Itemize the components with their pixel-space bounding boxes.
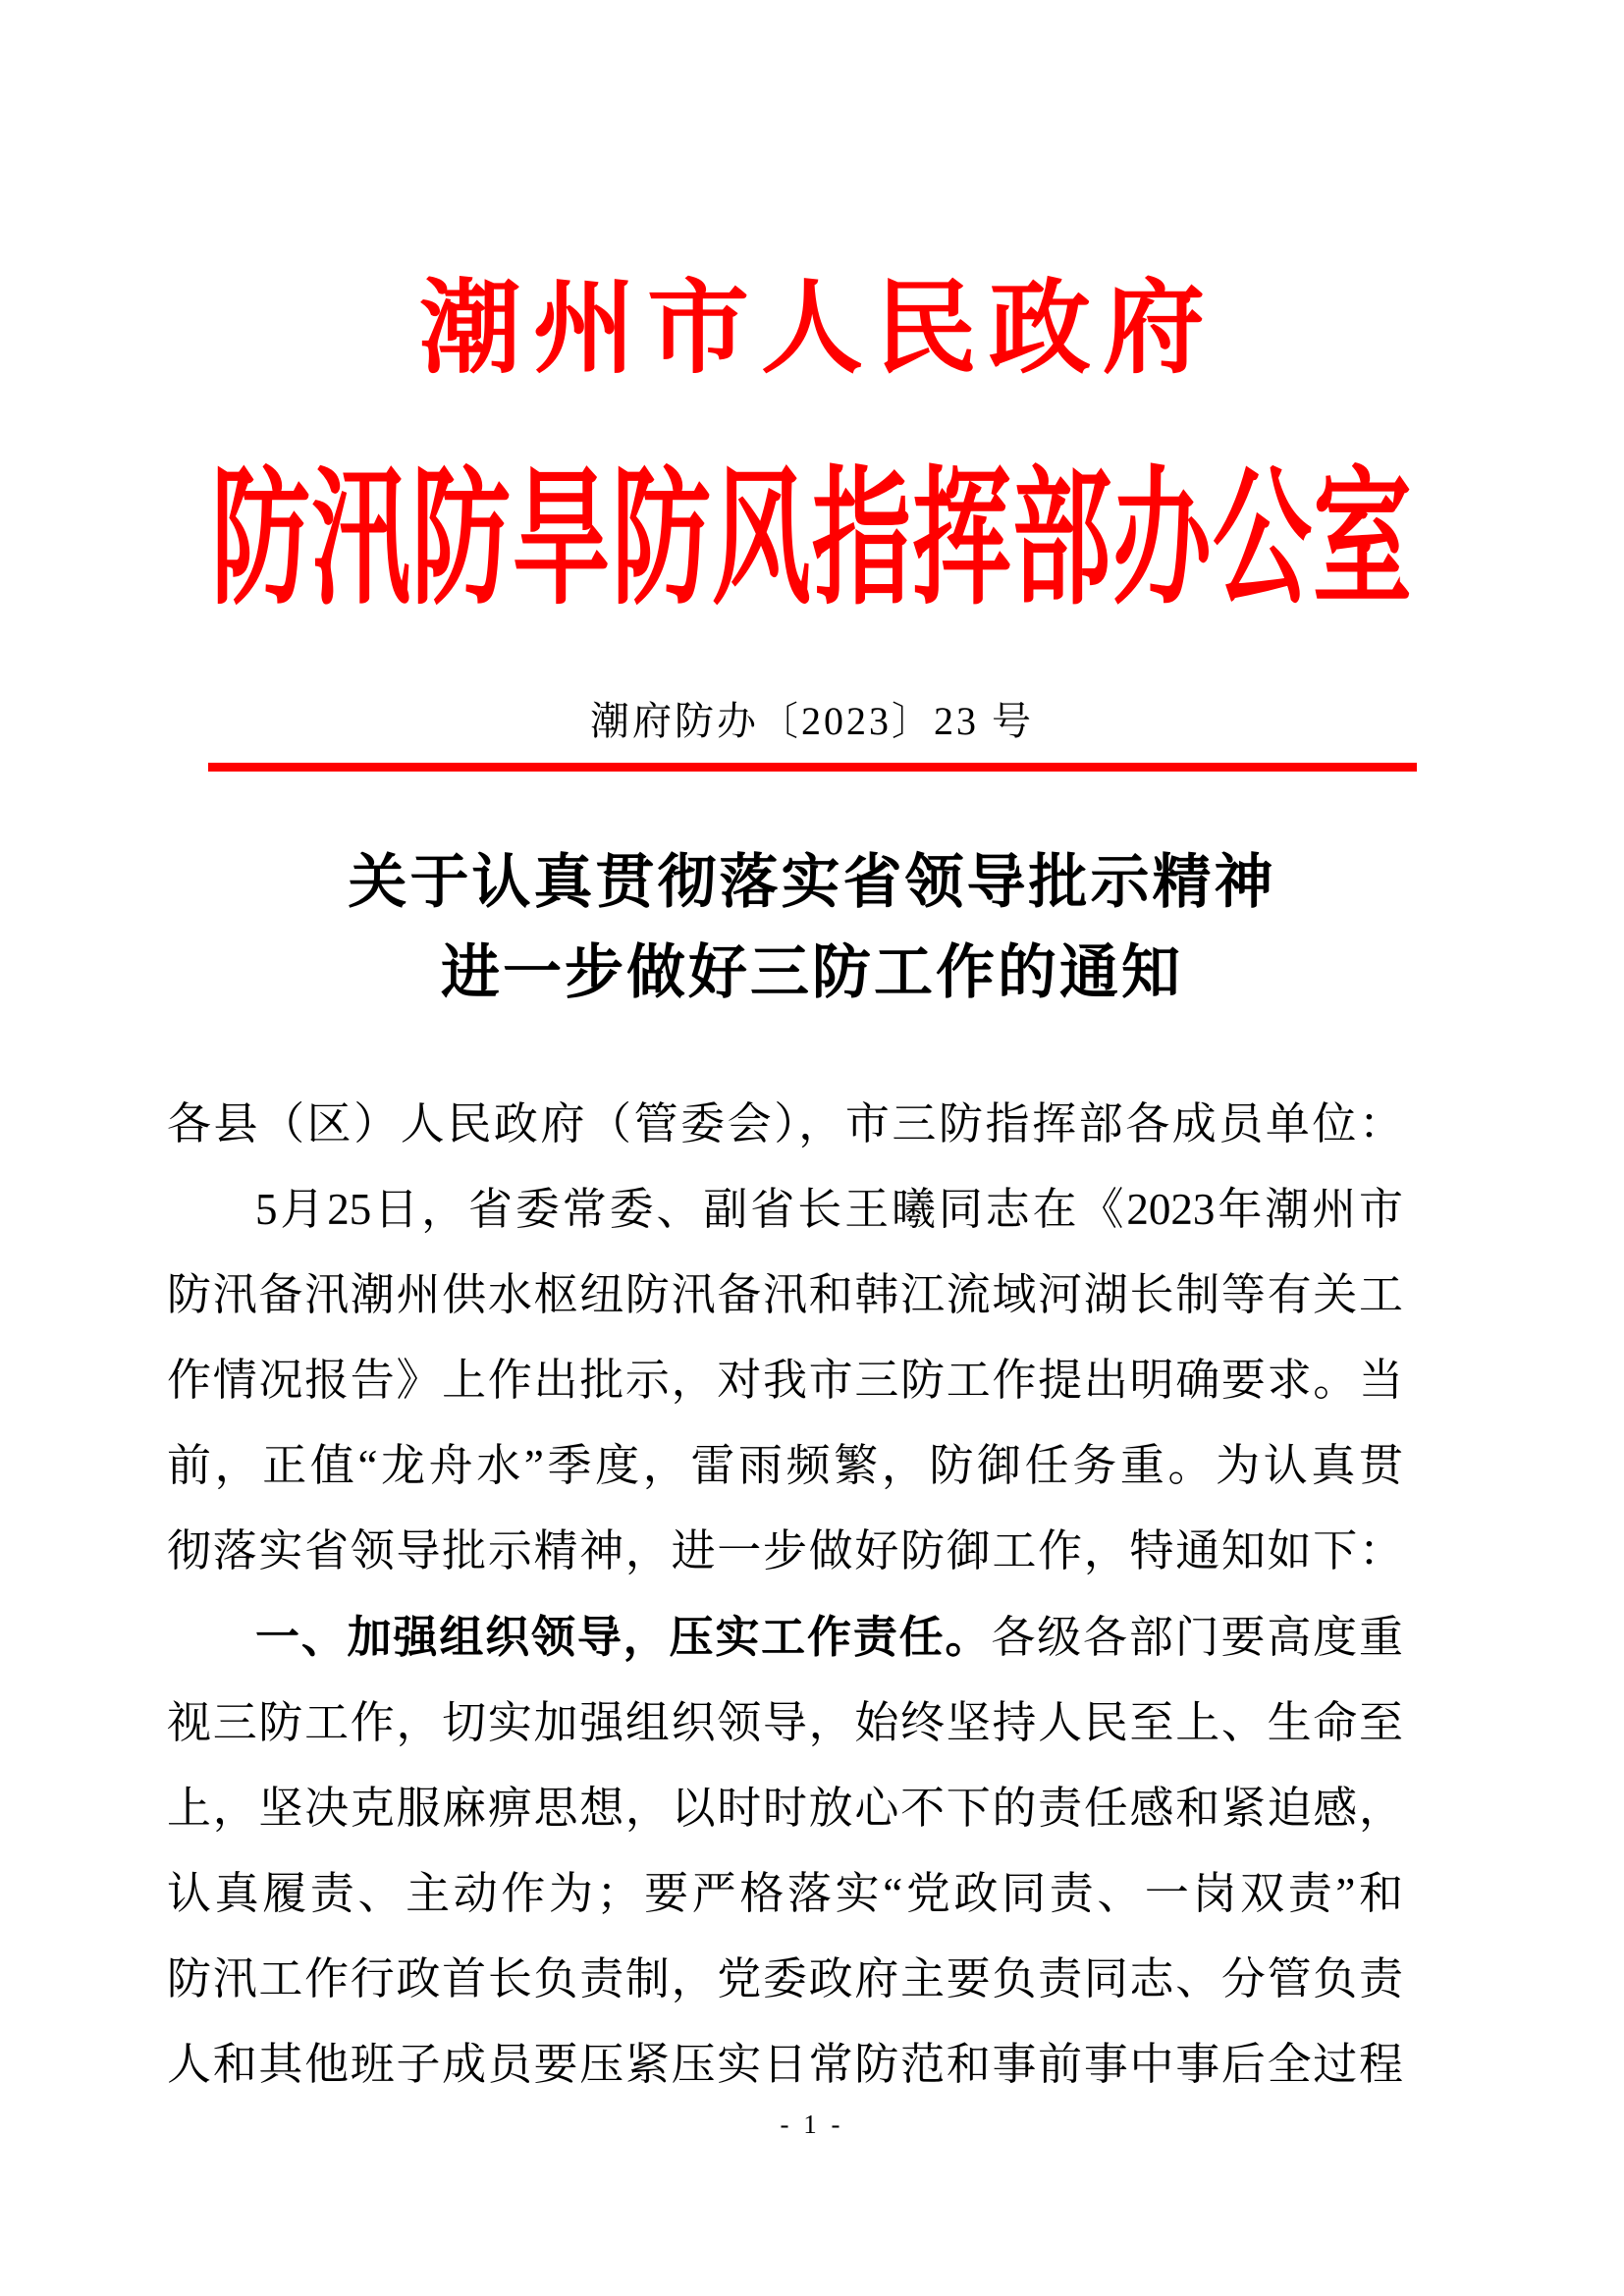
section1-line-5: 防汛工作行政首长负责制，党委政府主要负责同志、分管负责 bbox=[167, 1954, 1403, 2003]
notice-title-line2: 进一步做好三防工作的通知 bbox=[441, 940, 1183, 1005]
section1-line-2: 视三防工作，切实加强组织领导，始终坚持人民至上、生命至 bbox=[167, 1698, 1403, 1747]
section1-heading: 一、加强组织领导，压实工作责任。 bbox=[255, 1612, 992, 1662]
notice-title bbox=[0, 837, 1624, 1018]
section1-line-3: 上，坚决克服麻痹思想，以时时放心不下的责任感和紧迫感， bbox=[167, 1784, 1403, 1833]
org-name-line2-wrap bbox=[0, 422, 1624, 658]
para1-line-5: 彻落实省领导批示精神，进一步做好防御工作，特通知如下： bbox=[167, 1526, 1403, 1575]
section1-first-line-rest: 各级各部门要高度重 bbox=[991, 1613, 1403, 1662]
salutation-line: 各县（区）人民政府（管委会），市三防指挥部各成员单位： bbox=[167, 1099, 1403, 1148]
para1-line-4: 前，正值“龙舟水”季度，雷雨频繁，防御任务重。为认真贯 bbox=[167, 1441, 1403, 1490]
org-name-line2: 防汛防旱防风指挥部办公室 bbox=[210, 457, 1413, 622]
document-number: 潮府防办〔2023〕23 号 bbox=[590, 699, 1034, 743]
org-name-line1: 潮州市人民政府 bbox=[418, 273, 1217, 386]
section1-line-4: 认真履责、主动作为；要严格落实“党政同责、一岗双责”和 bbox=[167, 1869, 1403, 1918]
section1-first-line bbox=[167, 1594, 1403, 1681]
para1-line-2: 防汛备汛潮州供水枢纽防汛备汛和韩江流域河湖长制等有关工 bbox=[167, 1270, 1403, 1319]
notice-title-line1: 关于认真贯彻落实省领导批示精神 bbox=[348, 850, 1276, 915]
para1-line-1: 5月25日，省委常委、副省长王曦同志在《2023年潮州市 bbox=[255, 1185, 1403, 1234]
body-text bbox=[167, 1082, 1403, 2108]
para1-line-3: 作情况报告》上作出批示，对我市三防工作提出明确要求。当 bbox=[167, 1356, 1403, 1405]
red-separator-rule bbox=[208, 763, 1417, 772]
section1-line-6: 人和其他班子成员要压紧压实日常防范和事前事中事后全过程 bbox=[167, 2040, 1403, 2089]
page-number: - 1 - bbox=[780, 2109, 844, 2139]
